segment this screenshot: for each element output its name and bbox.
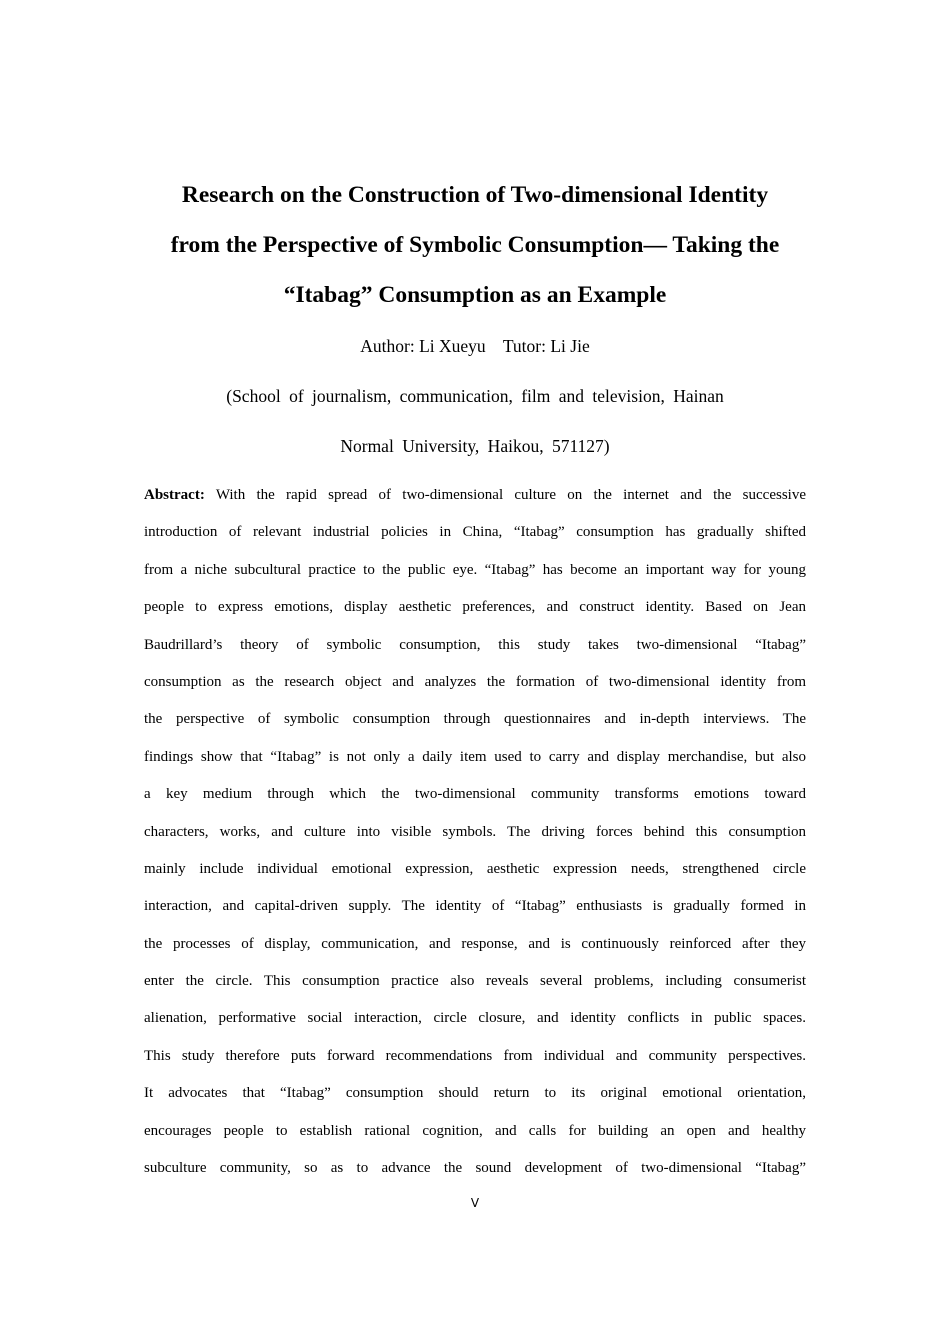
abstract-line-6: consumption as the research object and analyzes the formation of two-dimensional identity from [144, 673, 806, 690]
abstract-line-9: a key medium through which the two-dimensional community transforms emotions toward [144, 786, 806, 803]
abstract-line-3: from a niche subcultural practice to the public eye. “Itabag” has become an important way for young [144, 561, 806, 578]
title-line-3: “Itabag” Consumption as an Example [283, 282, 667, 308]
abstract-line-2: introduction of relevant industrial policies in China, “Itabag” consumption has gradually shifted [144, 524, 806, 541]
abstract-line-1 [144, 477, 806, 514]
abstract-label: Abstract: [144, 487, 205, 503]
affiliation-line-1: (School of journalism, communication, film and television, Hainan [226, 386, 724, 406]
paper-title [120, 170, 830, 320]
title-line-2: from the Perspective of Symbolic Consumption— Taking the [170, 232, 780, 258]
abstract-line-16: This study therefore puts forward recommendations from individual and community perspectives. [144, 1047, 806, 1064]
abstract-line-12: interaction, and capital-driven supply. The identity of “Itabag” enthusiasts is gradually formed in [144, 898, 806, 915]
abstract-line-11: mainly include individual emotional expression, aesthetic expression needs, strengthened circle [144, 860, 806, 877]
abstract-line-5: Baudrillard’s theory of symbolic consumption, this study takes two-dimensional “Itabag” [144, 636, 806, 653]
abstract-line-13: the processes of display, communication, and response, and is continuously reinforced after they [144, 935, 806, 952]
abstract-line-15: alienation, performative social interaction, circle closure, and identity conflicts in public spaces. [144, 1010, 806, 1027]
title-line-1: Research on the Construction of Two-dimensional Identity [181, 182, 769, 208]
abstract [144, 477, 806, 1187]
abstract-line-10: characters, works, and culture into visible symbols. The driving forces behind this consumption [144, 823, 806, 840]
author-line: Author: Li Xueyu Tutor: Li Jie [360, 336, 590, 356]
abstract-line-1-text: With the rapid spread of two-dimensional culture on the internet and the successive [204, 487, 806, 503]
abstract-line-4: people to express emotions, display aesthetic preferences, and construct identity. Based on Jean [144, 599, 806, 616]
abstract-line-18: encourages people to establish rational cognition, and calls for building an open and healthy [144, 1122, 806, 1139]
affiliation-line-2: Normal University, Haikou, 571127) [340, 436, 610, 456]
abstract-line-8: findings show that “Itabag” is not only a daily item used to carry and display merchandise, but also [144, 748, 806, 765]
abstract-line-17: It advocates that “Itabag” consumption should return to its original emotional orientation, [144, 1085, 806, 1102]
page-number: Ⅴ [470, 1196, 480, 1210]
abstract-line-14: enter the circle. This consumption practice also reveals several problems, including consumerist [144, 973, 806, 990]
abstract-line-7: the perspective of symbolic consumption through questionnaires and in-depth interviews. The [144, 711, 806, 728]
abstract-line-19: subculture community, so as to advance the sound development of two-dimensional “Itabag” [144, 1160, 806, 1177]
